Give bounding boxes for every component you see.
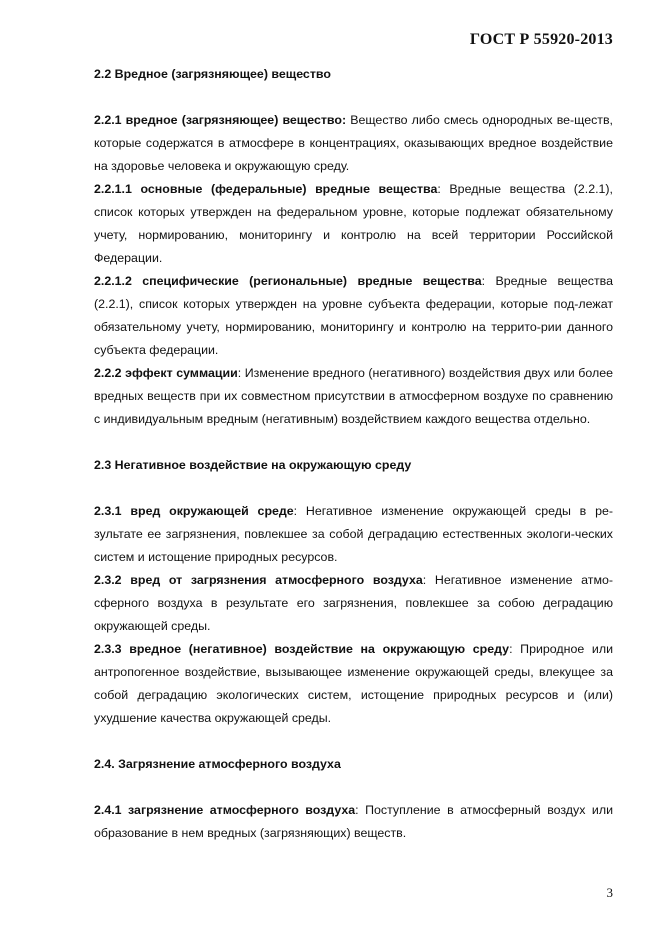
definition-term: 2.2.2 эффект суммации [94, 366, 238, 380]
definition-term: 2.2.1 вредное (загрязняющее) вещество: [94, 113, 347, 127]
section-heading: 2.4. Загрязнение атмосферного воздуха [94, 757, 341, 771]
definition-paragraph [94, 270, 613, 362]
document-header-title: ГОСТ Р 55920-2013 [469, 31, 613, 48]
definition-paragraph [94, 500, 613, 569]
definition-paragraph [94, 109, 613, 178]
definition-text: Вещество либо смесь однородных ве-ществ, которые содержатся в атмосфере в концентрациях, оказывающих вредное воздействие на здоровье человека и окружающую среду. [94, 113, 613, 173]
section-heading: 2.2 Вредное (загрязняющее) вещество [94, 67, 331, 81]
definition-text: : Поступление в атмосферный воздух или образование в нем вредных (загрязняющих) веществ. [94, 803, 613, 840]
definition-term: 2.3.3 вредное (негативное) воздействие на окружающую среду [94, 642, 510, 656]
definition-text: : Природное или антропогенное воздействие, вызывающее изменение окружающей среды, влекущее за собой деградацию экологических систем, истощение природных ресурсов и (или) ухудшение качества окружающей среды. [94, 642, 613, 725]
definition-term: 2.4.1 загрязнение атмосферного воздуха [94, 803, 356, 817]
definition-text: : Негативное изменение атмо-сферного воздуха в результате его загрязнения, повлекшее за собою деградацию окружающей среды. [94, 573, 613, 633]
definition-paragraph [94, 178, 613, 270]
definition-term: 2.3.2 вред от загрязнения атмосферного воздуха [94, 573, 423, 587]
definition-text: : Негативное изменение окружающей среды в ре-зультате ее загрязнения, повлекшее за собой деградацию естественных экологи-ческих систем и истощение природных ресурсов. [94, 504, 613, 564]
document-body [94, 63, 613, 845]
section-heading: 2.3 Негативное воздействие на окружающую среду [94, 458, 412, 472]
definition-term: 2.2.1.2 специфические (региональные) вредные вещества [94, 274, 482, 288]
definition-text: : Вредные вещества (2.2.1), список которых утвержден на федеральном уровне, которые подлежат обязательному учету, нормированию, мониторингу и контролю на всей территории Российской Федерации. [94, 182, 613, 265]
definition-term: 2.3.1 вред окружающей среде [94, 504, 294, 518]
definition-text: : Изменение вредного (негативного) воздействия двух или более вредных веществ при их совместном присутствии в атмосферном воздухе по сравнению с индивидуальным вредным (негативным) воздействием каждого вещества отдельно. [94, 366, 614, 426]
definition-term: 2.2.1.1 основные (федеральные) вредные вещества [94, 182, 438, 196]
page-number: 3 [606, 885, 613, 900]
definition-paragraph [94, 569, 613, 638]
definition-paragraph [94, 799, 613, 845]
definition-paragraph [94, 362, 613, 431]
definition-paragraph [94, 638, 613, 730]
definition-text: : Вредные вещества (2.2.1), список которых утвержден на уровне субъекта федерации, которые под-лежат обязательному учету, нормированию, мониторингу и контролю на террито-рии данного субъекта федерации. [94, 274, 613, 357]
